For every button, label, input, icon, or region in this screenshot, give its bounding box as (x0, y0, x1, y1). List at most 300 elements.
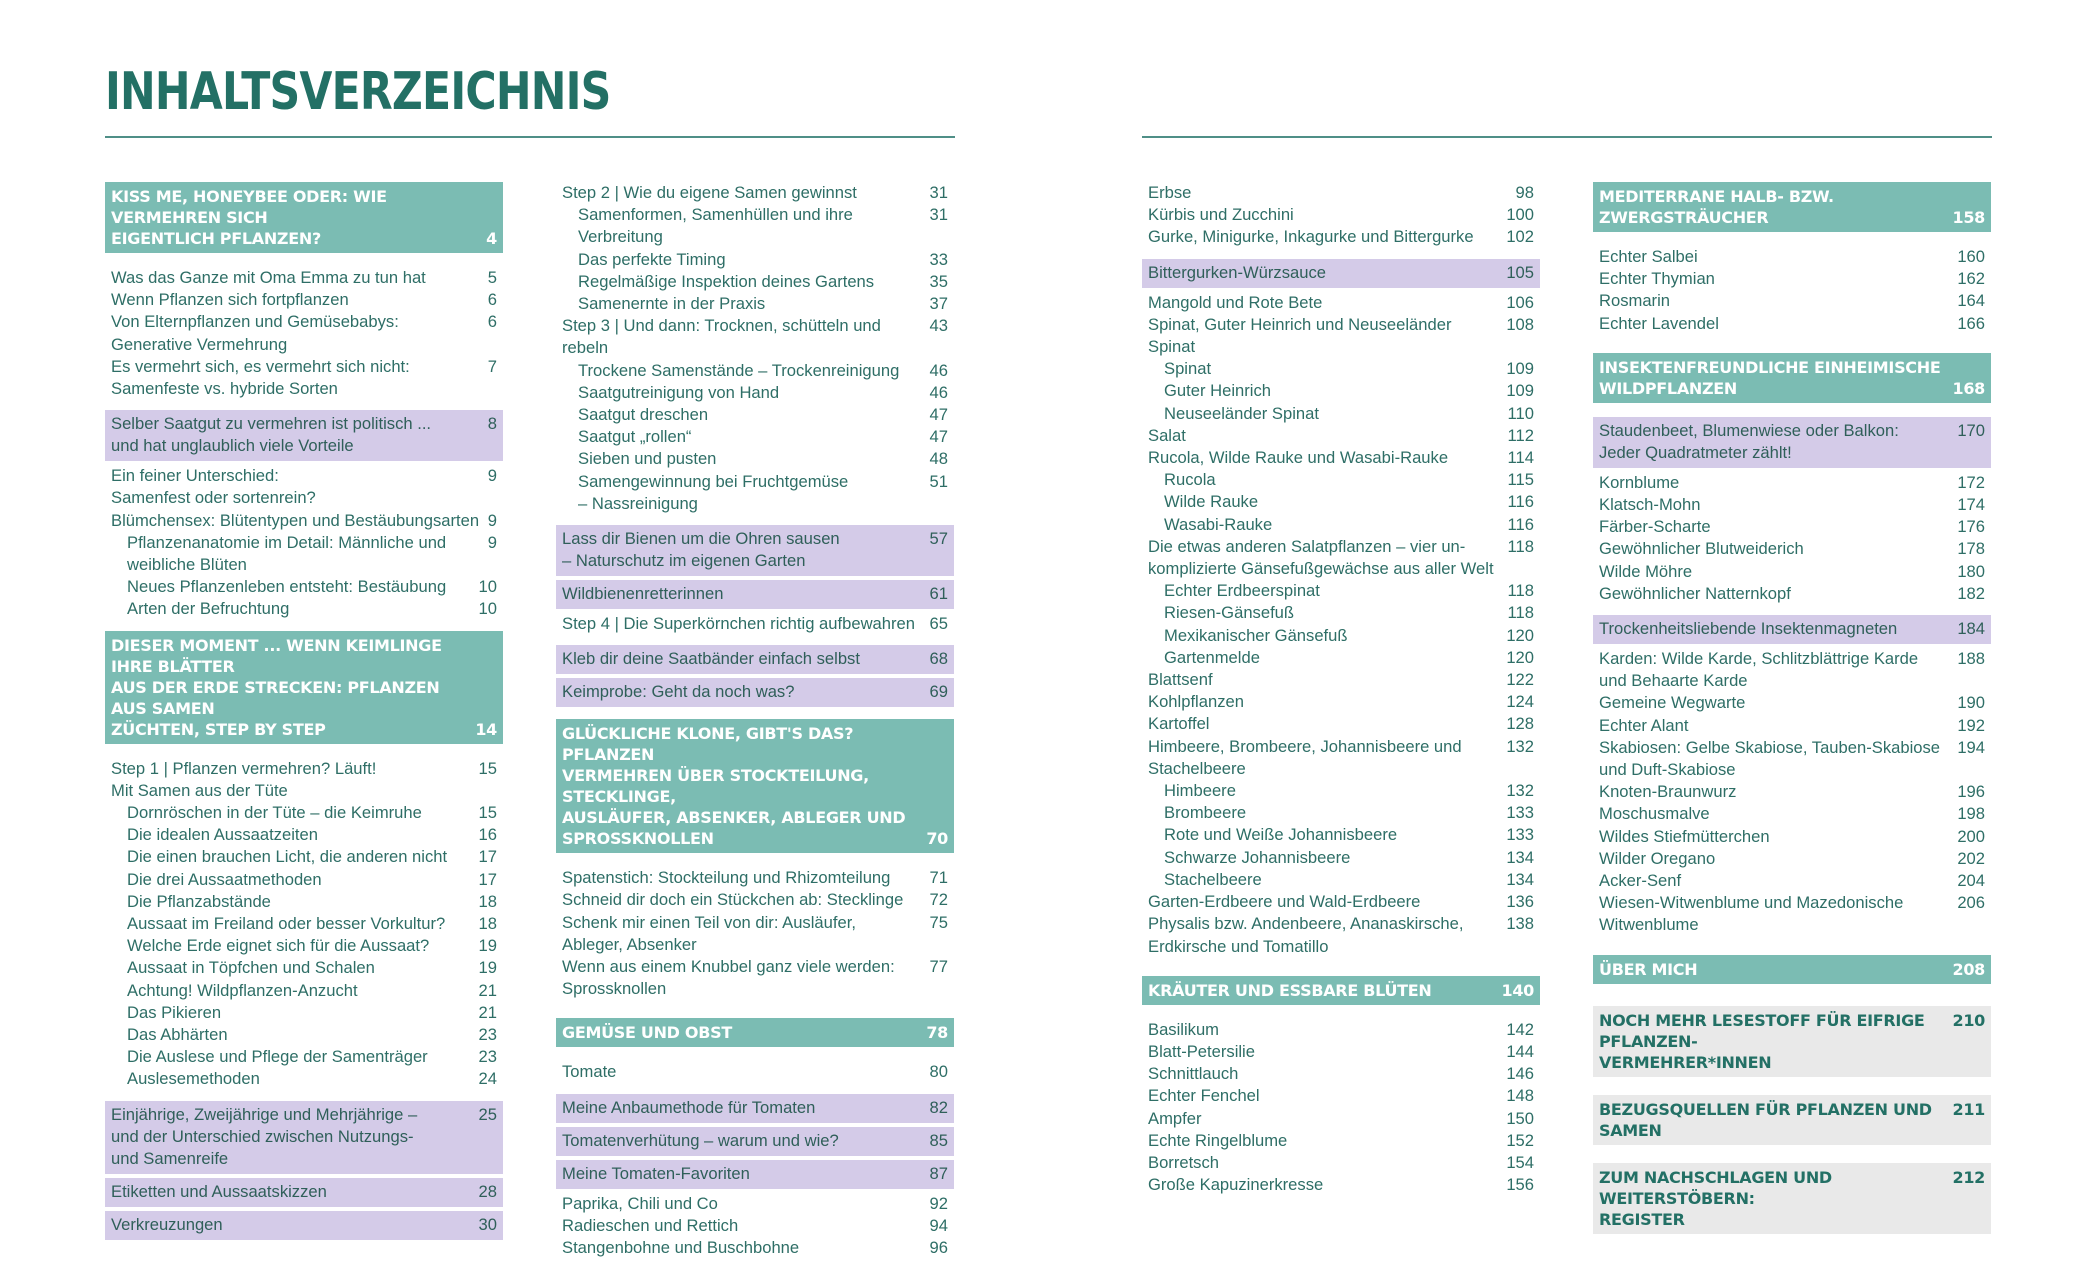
page-number: 196 (1957, 782, 1985, 802)
toc-entry[interactable] (1148, 802, 1534, 824)
entry-title-line: Regelmäßige Inspektion deines Gartens (578, 271, 875, 291)
entry-title-line: Färber-Scharte (1599, 517, 1711, 537)
toc-entry[interactable] (1148, 736, 1534, 780)
entry-title (578, 360, 930, 382)
chapter-heading[interactable] (105, 182, 503, 253)
page-number: 25 (478, 1104, 497, 1124)
toc-entry[interactable] (1148, 425, 1534, 447)
toc-entry[interactable] (111, 1024, 497, 1046)
highlight-entry[interactable] (105, 1101, 503, 1174)
entry-title (127, 980, 479, 1002)
entry-title-line: Wilder Oregano (1599, 848, 1716, 868)
entry-title-line: Wilde Rauke (1164, 492, 1259, 512)
entry-title (1148, 691, 1506, 713)
entry-title (1599, 1010, 1953, 1073)
entry-title-line: und Behaarte Karde (1599, 671, 1748, 691)
page-number: 202 (1957, 848, 1985, 868)
toc-entry[interactable] (1148, 358, 1534, 380)
page-number: 109 (1506, 359, 1534, 379)
entry-title (127, 913, 479, 935)
toc-entry[interactable] (111, 465, 497, 509)
toc-entry[interactable] (1148, 491, 1534, 513)
page-number: 8 (487, 414, 497, 434)
entry-title-line: Step 4 | Die Superkörnchen richtig aufbewahren (562, 614, 915, 634)
toc-entry[interactable] (111, 1068, 497, 1090)
page-number: 15 (478, 758, 497, 778)
entry-title (578, 382, 930, 404)
entry-title (1599, 848, 1957, 870)
toc-entry[interactable] (111, 289, 497, 311)
toc-entry[interactable] (111, 957, 497, 979)
page-number: 122 (1506, 670, 1534, 690)
toc-entry[interactable] (562, 404, 948, 426)
entry-title (1148, 425, 1508, 447)
entry-title-line: EIGENTLICH PFLANZEN? (111, 229, 321, 248)
entry-title-line: Samenformen, Samenhüllen und ihre (578, 205, 853, 225)
entry-title-line: Etiketten und Aussaatskizzen (111, 1181, 327, 1201)
toc-entry[interactable] (111, 311, 497, 355)
highlight-entry[interactable] (1593, 615, 1991, 644)
appendix-heading[interactable] (1593, 1095, 1991, 1145)
toc-entry[interactable] (1148, 1108, 1534, 1130)
highlight-entry[interactable] (105, 1211, 503, 1240)
entry-title-line: ZUM NACHSCHLAGEN UND WEITERSTÖBERN: (1599, 1167, 1832, 1208)
toc-entry[interactable] (111, 891, 497, 913)
toc-entry[interactable] (1148, 536, 1534, 580)
page-number: 172 (1957, 472, 1985, 492)
toc-entry[interactable] (111, 356, 497, 400)
toc-entry[interactable] (562, 613, 948, 635)
page-number: 160 (1957, 247, 1985, 266)
chapter-heading-entry[interactable] (1599, 959, 1985, 980)
entry-title-line: – Naturschutz im eigenen Garten (562, 551, 806, 571)
page-number: 166 (1957, 313, 1985, 333)
entry-title-line: SPROSSKNOLLEN (562, 829, 714, 849)
toc-entry[interactable] (562, 182, 948, 204)
entry-list (556, 867, 954, 1000)
toc-entry[interactable] (1599, 516, 1985, 538)
page-number: 82 (929, 1097, 948, 1117)
page-number: 152 (1506, 1130, 1534, 1150)
page-number: 71 (929, 868, 948, 888)
page-number: 194 (1957, 737, 1985, 757)
toc-entry[interactable] (1599, 583, 1985, 605)
chapter-heading[interactable] (1593, 955, 1991, 984)
toc-entry[interactable] (1148, 1174, 1534, 1196)
page-number: 168 (1952, 378, 1985, 398)
entry-title-line: Saatgut „rollen“ (578, 427, 692, 447)
toc-entry[interactable] (1148, 602, 1534, 624)
entry-title (111, 186, 486, 249)
entry-list (1593, 648, 1991, 937)
entry-title-line: VERMEHRER*INNEN (1599, 1052, 1772, 1072)
toc-entry[interactable] (111, 532, 497, 576)
toc-entry[interactable] (562, 1193, 948, 1215)
highlight-entry[interactable] (556, 1127, 954, 1156)
entry-title-line: Große Kapuzinerkresse (1148, 1175, 1324, 1195)
highlight-entry-entry[interactable] (562, 1097, 948, 1119)
entry-title-line: Basilikum (1148, 1019, 1220, 1039)
entry-title (1599, 538, 1957, 560)
page-number: 9 (487, 510, 497, 530)
page-number: 184 (1957, 619, 1985, 639)
toc-entry[interactable] (562, 204, 948, 248)
toc-entry[interactable] (111, 935, 497, 957)
toc-entry[interactable] (111, 1002, 497, 1024)
entry-title (1599, 648, 1957, 692)
entry-title (127, 935, 479, 957)
toc-entry[interactable] (111, 824, 497, 846)
entry-title-line: Salat (1148, 425, 1186, 445)
highlight-entry-entry[interactable] (111, 1214, 497, 1236)
entry-title (1164, 824, 1506, 846)
chapter-heading[interactable] (1593, 353, 1991, 403)
toc-entry[interactable] (1599, 494, 1985, 516)
toc-entry[interactable] (562, 1215, 948, 1237)
entry-title-line: komplizierte Gänsefußgewächse aus aller Welt (1148, 559, 1494, 579)
toc-entry[interactable] (1148, 891, 1534, 913)
page-number: 170 (1957, 420, 1985, 440)
page-number: 150 (1506, 1108, 1534, 1128)
entry-title (1148, 536, 1508, 580)
toc-entry[interactable] (1148, 824, 1534, 846)
page-number: 198 (1957, 804, 1985, 824)
entry-title (127, 1024, 479, 1046)
entry-title-line: Step 1 | Pflanzen vermehren? Läuft! (111, 758, 377, 778)
entry-list (1593, 246, 1991, 335)
highlight-entry[interactable] (105, 410, 503, 461)
entry-title-line: Achtung! Wildpflanzen-Anzucht (127, 980, 358, 1000)
page-number: 51 (929, 471, 948, 491)
appendix-heading-entry[interactable] (1599, 1099, 1985, 1141)
entry-title-line: Rucola (1164, 470, 1216, 490)
toc-entry[interactable] (111, 980, 497, 1002)
entry-title-line: Es vermehrt sich, es vermehrt sich nicht: (111, 356, 410, 376)
page-number: 96 (929, 1238, 948, 1258)
toc-entry[interactable] (1148, 403, 1534, 425)
toc-entry[interactable] (1148, 292, 1534, 314)
entry-title-line: Paprika, Chili und Co (562, 1193, 718, 1213)
toc-entry[interactable] (1148, 847, 1534, 869)
chapter-heading[interactable] (556, 1018, 954, 1047)
entry-title-line: Garten-Erdbeere und Wald-Erdbeere (1148, 892, 1421, 912)
toc-entry[interactable] (1148, 780, 1534, 802)
entry-title-line: Gewöhnlicher Natternkopf (1599, 583, 1791, 603)
entry-title-line: Stachelbeere (1164, 869, 1262, 889)
toc-entry[interactable] (1599, 648, 1985, 692)
chapter-heading-entry[interactable] (562, 1022, 948, 1043)
entry-list (105, 267, 503, 400)
entry-title (1599, 618, 1957, 640)
entry-title-line: Staudenbeet, Blumenwiese oder Balkon: (1599, 420, 1899, 440)
highlight-entry[interactable] (1142, 259, 1540, 288)
entry-title (578, 293, 930, 315)
toc-entry[interactable] (1599, 870, 1985, 892)
toc-entry[interactable] (562, 956, 948, 1000)
entry-title (1164, 491, 1508, 513)
toc-entry[interactable] (562, 912, 948, 956)
entry-title (562, 315, 930, 359)
toc-entry[interactable] (1599, 472, 1985, 494)
toc-entry[interactable] (111, 802, 497, 824)
chapter-heading-entry[interactable] (1599, 357, 1985, 399)
entry-title (562, 1022, 926, 1043)
toc-entry[interactable] (1599, 313, 1985, 335)
entry-title-line: Kohlpflanzen (1148, 692, 1244, 712)
entry-title-line: Die drei Aussaatmethoden (127, 869, 322, 889)
toc-entry[interactable] (1599, 737, 1985, 781)
page-number: 33 (929, 249, 948, 269)
entry-title-line: Erdkirsche und Tomatillo (1148, 936, 1329, 956)
highlight-entry-entry[interactable] (1599, 420, 1985, 464)
entry-title-line: Himbeere (1164, 781, 1236, 801)
page-number: 35 (929, 271, 948, 291)
page-number: 156 (1506, 1175, 1534, 1195)
toc-entry[interactable] (1148, 182, 1534, 204)
entry-list (105, 465, 503, 620)
toc-entry[interactable] (111, 913, 497, 935)
toc-entry[interactable] (1599, 803, 1985, 825)
entry-title-line: Rucola, Wilde Rauke und Wasabi-Rauke (1148, 448, 1449, 468)
highlight-entry-entry[interactable] (111, 1104, 497, 1170)
chapter-heading-entry[interactable] (111, 635, 497, 740)
toc-entry[interactable] (1599, 692, 1985, 714)
toc-entry[interactable] (1148, 869, 1534, 891)
appendix-heading[interactable] (1593, 1163, 1991, 1234)
highlight-entry-entry[interactable] (562, 1130, 948, 1152)
toc-entry[interactable] (1148, 580, 1534, 602)
entry-title-line: Keimprobe: Geht da noch was? (562, 682, 795, 702)
toc-entry[interactable] (111, 576, 497, 598)
toc-entry[interactable] (562, 471, 948, 515)
toc-entry[interactable] (562, 360, 948, 382)
entry-title (1148, 1130, 1506, 1152)
toc-entry[interactable] (1599, 781, 1985, 803)
entry-title (562, 1097, 930, 1119)
chapter-heading[interactable] (1142, 976, 1540, 1005)
spacer (556, 711, 954, 719)
entry-title (1599, 494, 1957, 516)
highlight-entry-entry[interactable] (1148, 262, 1534, 284)
entry-title (1148, 1108, 1506, 1130)
toc-entry[interactable] (562, 315, 948, 359)
page-number: 28 (478, 1181, 497, 1201)
entry-title (111, 413, 488, 457)
entry-title (1599, 959, 1953, 980)
page-number: 142 (1506, 1019, 1534, 1039)
page-number: 14 (475, 719, 497, 739)
chapter-heading-entry[interactable] (1599, 186, 1985, 228)
toc-column-3 (1142, 182, 1540, 1206)
entry-title-line: Generative Vermehrung (111, 334, 288, 354)
page-number: 19 (478, 936, 497, 956)
toc-entry[interactable] (562, 1237, 948, 1259)
entry-title-line: Kleb dir deine Saatbänder einfach selbst (562, 649, 860, 669)
toc-entry[interactable] (1599, 246, 1985, 268)
page-number: 19 (478, 958, 497, 978)
entry-title-line: Kartoffel (1148, 714, 1210, 734)
page-number: 102 (1506, 227, 1534, 247)
page-number: 208 (1952, 959, 1985, 979)
chapter-heading-entry[interactable] (562, 723, 948, 849)
toc-entry[interactable] (1148, 380, 1534, 402)
toc-entry[interactable] (1148, 713, 1534, 735)
toc-entry[interactable] (111, 758, 497, 802)
toc-entry[interactable] (562, 448, 948, 470)
toc-entry[interactable] (1599, 826, 1985, 848)
entry-title-line: Selber Saatgut zu vermehren ist politisch ... (111, 414, 432, 434)
spacer (1593, 345, 1991, 353)
highlight-entry-entry[interactable] (562, 648, 948, 670)
entry-title-line: Spatenstich: Stockteilung und Rhizomteilung (562, 868, 891, 888)
toc-entry[interactable] (111, 846, 497, 868)
toc-entry[interactable] (1599, 848, 1985, 870)
entry-title (1148, 314, 1506, 358)
toc-entry[interactable] (562, 271, 948, 293)
entry-title (1164, 625, 1506, 647)
toc-entry[interactable] (1599, 561, 1985, 583)
entry-title-line: Von Elternpflanzen und Gemüsebabys: (111, 312, 399, 332)
toc-entry[interactable] (562, 293, 948, 315)
appendix-heading[interactable] (1593, 1006, 1991, 1077)
toc-entry[interactable] (562, 249, 948, 271)
chapter-heading-entry[interactable] (1148, 980, 1534, 1001)
toc-entry[interactable] (562, 426, 948, 448)
toc-entry[interactable] (1599, 290, 1985, 312)
entry-title-line: Brombeere (1164, 803, 1247, 823)
entry-title (562, 867, 930, 889)
toc-entry[interactable] (111, 869, 497, 891)
entry-title-line: Wilde Möhre (1599, 561, 1693, 581)
entry-list (1593, 472, 1991, 605)
highlight-entry-entry[interactable] (562, 1163, 948, 1185)
toc-entry[interactable] (111, 267, 497, 289)
entry-title (1599, 583, 1957, 605)
highlight-entry[interactable] (556, 525, 954, 576)
toc-entry[interactable] (1148, 314, 1534, 358)
page-number: 164 (1957, 291, 1985, 311)
entry-title-line: Echter Salbei (1599, 247, 1698, 266)
entry-title (127, 598, 479, 620)
highlight-entry[interactable] (556, 1160, 954, 1189)
spacer (1593, 947, 1991, 955)
entry-title-line: Mexikanischer Gänsefuß (1164, 625, 1348, 645)
toc-entry[interactable] (1148, 647, 1534, 669)
page-number: 4 (486, 229, 497, 248)
entry-title-line: Dornröschen in der Tüte – die Keimruhe (127, 803, 422, 823)
entry-title-line: Gemeine Wegwarte (1599, 693, 1746, 713)
highlight-entry[interactable] (556, 645, 954, 674)
toc-entry[interactable] (562, 382, 948, 404)
toc-entry[interactable] (1148, 1041, 1534, 1063)
toc-column-1 (105, 182, 503, 1244)
toc-entry[interactable] (1148, 625, 1534, 647)
highlight-entry-entry[interactable] (562, 681, 948, 703)
toc-entry[interactable] (562, 889, 948, 911)
highlight-entry[interactable] (556, 678, 954, 707)
toc-entry[interactable] (562, 867, 948, 889)
toc-entry[interactable] (111, 510, 497, 532)
toc-entry[interactable] (562, 1061, 948, 1083)
toc-entry[interactable] (1148, 1152, 1534, 1174)
highlight-entry-entry[interactable] (562, 583, 948, 605)
entry-title (562, 889, 930, 911)
entry-title-line: Samenfest oder sortenrein? (111, 488, 316, 508)
page-number: 16 (478, 825, 497, 845)
toc-entry[interactable] (1599, 892, 1985, 936)
entry-title (127, 1046, 479, 1068)
highlight-entry[interactable] (105, 1178, 503, 1207)
entry-title (1599, 870, 1957, 892)
highlight-entry-entry[interactable] (111, 413, 497, 457)
entry-title (1164, 514, 1508, 536)
entry-title-line: Arten der Befruchtung (127, 599, 290, 619)
toc-entry[interactable] (1148, 691, 1534, 713)
chapter-heading[interactable] (1593, 182, 1991, 232)
entry-title-line: AUS DER ERDE STRECKEN: PFLANZEN AUS SAMEN (111, 677, 440, 718)
entry-list (556, 1061, 954, 1083)
entry-title-line: WILDPFLANZEN (1599, 378, 1738, 398)
toc-entry[interactable] (1148, 204, 1534, 226)
highlight-entry[interactable] (556, 1094, 954, 1123)
highlight-entry[interactable] (1593, 417, 1991, 468)
highlight-entry[interactable] (556, 580, 954, 609)
toc-entry[interactable] (1148, 469, 1534, 491)
entry-title (111, 635, 475, 740)
chapter-heading[interactable] (556, 719, 954, 853)
toc-entry[interactable] (1148, 669, 1534, 691)
entry-title-line: Erbse (1148, 183, 1192, 202)
entry-title-line: Physalis bzw. Andenbeere, Ananaskirsche, (1148, 914, 1464, 934)
toc-entry[interactable] (1148, 447, 1534, 469)
toc-entry[interactable] (1148, 226, 1534, 248)
entry-title-line: Blümchensex: Blütentypen und Bestäubungsarten (111, 510, 480, 530)
toc-entry[interactable] (111, 598, 497, 620)
page-number: 37 (929, 294, 948, 314)
toc-entry[interactable] (1599, 268, 1985, 290)
toc-entry[interactable] (1148, 514, 1534, 536)
highlight-entry-entry[interactable] (562, 528, 948, 572)
toc-entry[interactable] (1148, 913, 1534, 957)
chapter-heading[interactable] (105, 631, 503, 744)
entry-title (562, 648, 930, 670)
entry-title-line: Aussaat im Freiland oder besser Vorkultur? (127, 914, 446, 934)
entry-title-line: Wildbienenretterinnen (562, 584, 724, 604)
title-rule-left (105, 136, 955, 138)
toc-entry[interactable] (1148, 1130, 1534, 1152)
entry-title-line: Echter Lavendel (1599, 313, 1719, 333)
toc-entry[interactable] (1148, 1063, 1534, 1085)
entry-title (1148, 182, 1516, 204)
toc-entry[interactable] (1599, 715, 1985, 737)
page-number: 206 (1957, 893, 1985, 913)
highlight-entry-entry[interactable] (111, 1181, 497, 1203)
appendix-heading-entry[interactable] (1599, 1167, 1985, 1230)
toc-entry[interactable] (1148, 1019, 1534, 1041)
entry-title-line: REGISTER (1599, 1209, 1685, 1229)
appendix-heading-entry[interactable] (1599, 1010, 1985, 1073)
entry-title-line: Einjährige, Zweijährige und Mehrjährige – (111, 1104, 418, 1124)
highlight-entry-entry[interactable] (1599, 618, 1985, 640)
toc-entry[interactable] (111, 1046, 497, 1068)
toc-entry[interactable] (1148, 1085, 1534, 1107)
toc-entry[interactable] (1599, 538, 1985, 560)
entry-title (578, 271, 930, 293)
page-number: 23 (478, 1025, 497, 1045)
chapter-heading-entry[interactable] (111, 186, 497, 249)
page-number: 200 (1957, 826, 1985, 846)
entry-title-line: Schenk mir einen Teil von dir: Ausläufer, (562, 912, 856, 932)
